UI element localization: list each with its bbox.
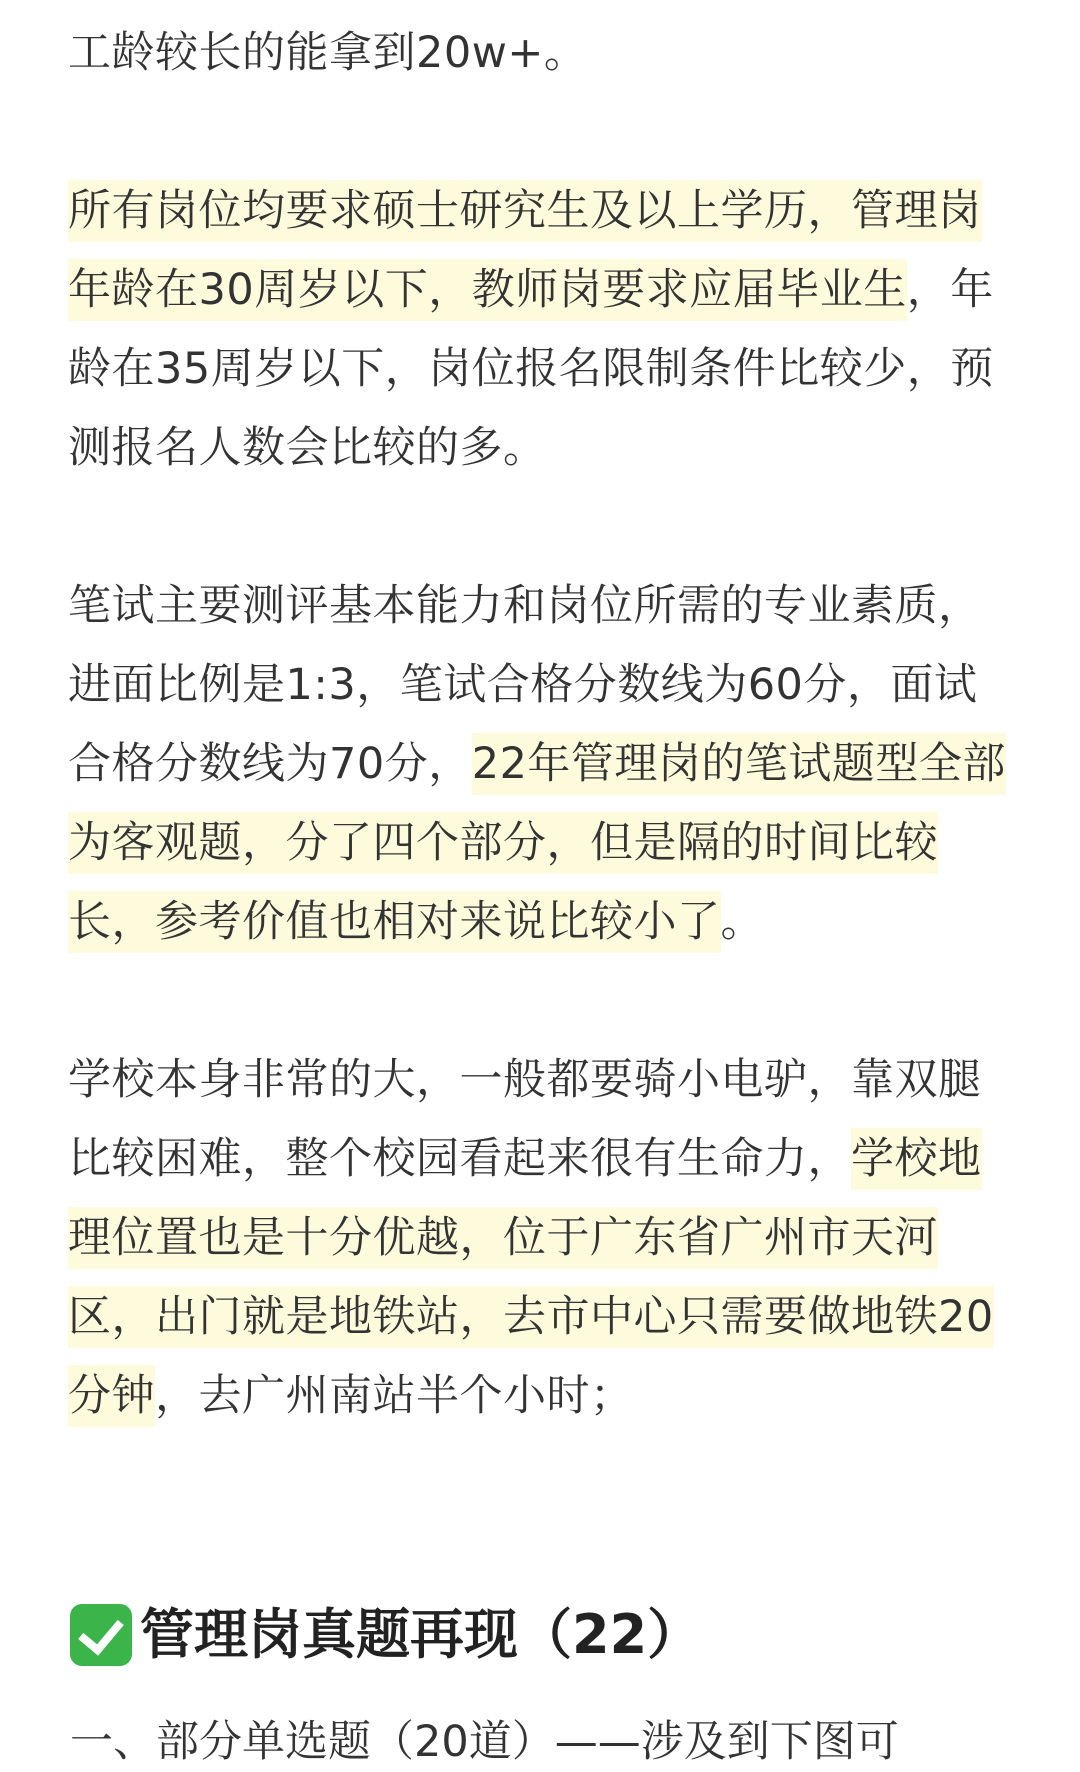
- cut-off-text-line: 一、部分单选题（20道）——涉及到下图可: [70, 1717, 899, 1767]
- paragraph-1-text: 工龄较长的能拿到20w+。: [68, 28, 588, 78]
- paragraph-4-text: 学校本身非常的大，一般都要骑小电驴，靠双腿比较困难，整个校园看起来很有生命力，: [68, 1055, 982, 1184]
- paragraph-3-text: 笔试主要测评基本能力和岗位所需的专业素质，进面比例是1:3，笔试合格分数线为60分，面试合格分数线为70分，: [68, 581, 982, 789]
- article-body: [68, 14, 1018, 1515]
- paragraph-3-end: 。: [720, 897, 764, 947]
- paragraph-3-highlight: 22年管理岗的笔试题型全部为客观题，分了四个部分，但是隔的时间比较长，参考价值也相对来说比较小了: [68, 733, 1006, 953]
- paragraph-2: [68, 172, 1018, 488]
- paragraph-2-text: ，年龄在35周岁以下，岗位报名限制条件比较少，预测报名人数会比较的多。: [68, 265, 994, 473]
- paragraph-3: [68, 567, 1018, 962]
- paragraph-4-end: ，去广州南站半个小时；: [155, 1371, 634, 1421]
- paragraph-4-highlight: 学校地理位置也是十分优越，位于广东省广州市天河区，出门就是地铁站，去市中心只需要做地铁20分钟: [68, 1128, 994, 1427]
- section-heading-text: 管理岗真题再现（22）: [140, 1603, 702, 1666]
- paragraph-2-highlight: 所有岗位均要求硕士研究生及以上学历，管理岗年龄在30周岁以下，教师岗要求应届毕业生: [68, 180, 982, 321]
- section-heading: [70, 1600, 701, 1670]
- paragraph-1: [68, 14, 1018, 93]
- paragraph-4: [68, 1041, 1018, 1436]
- check-mark-icon: [70, 1604, 132, 1666]
